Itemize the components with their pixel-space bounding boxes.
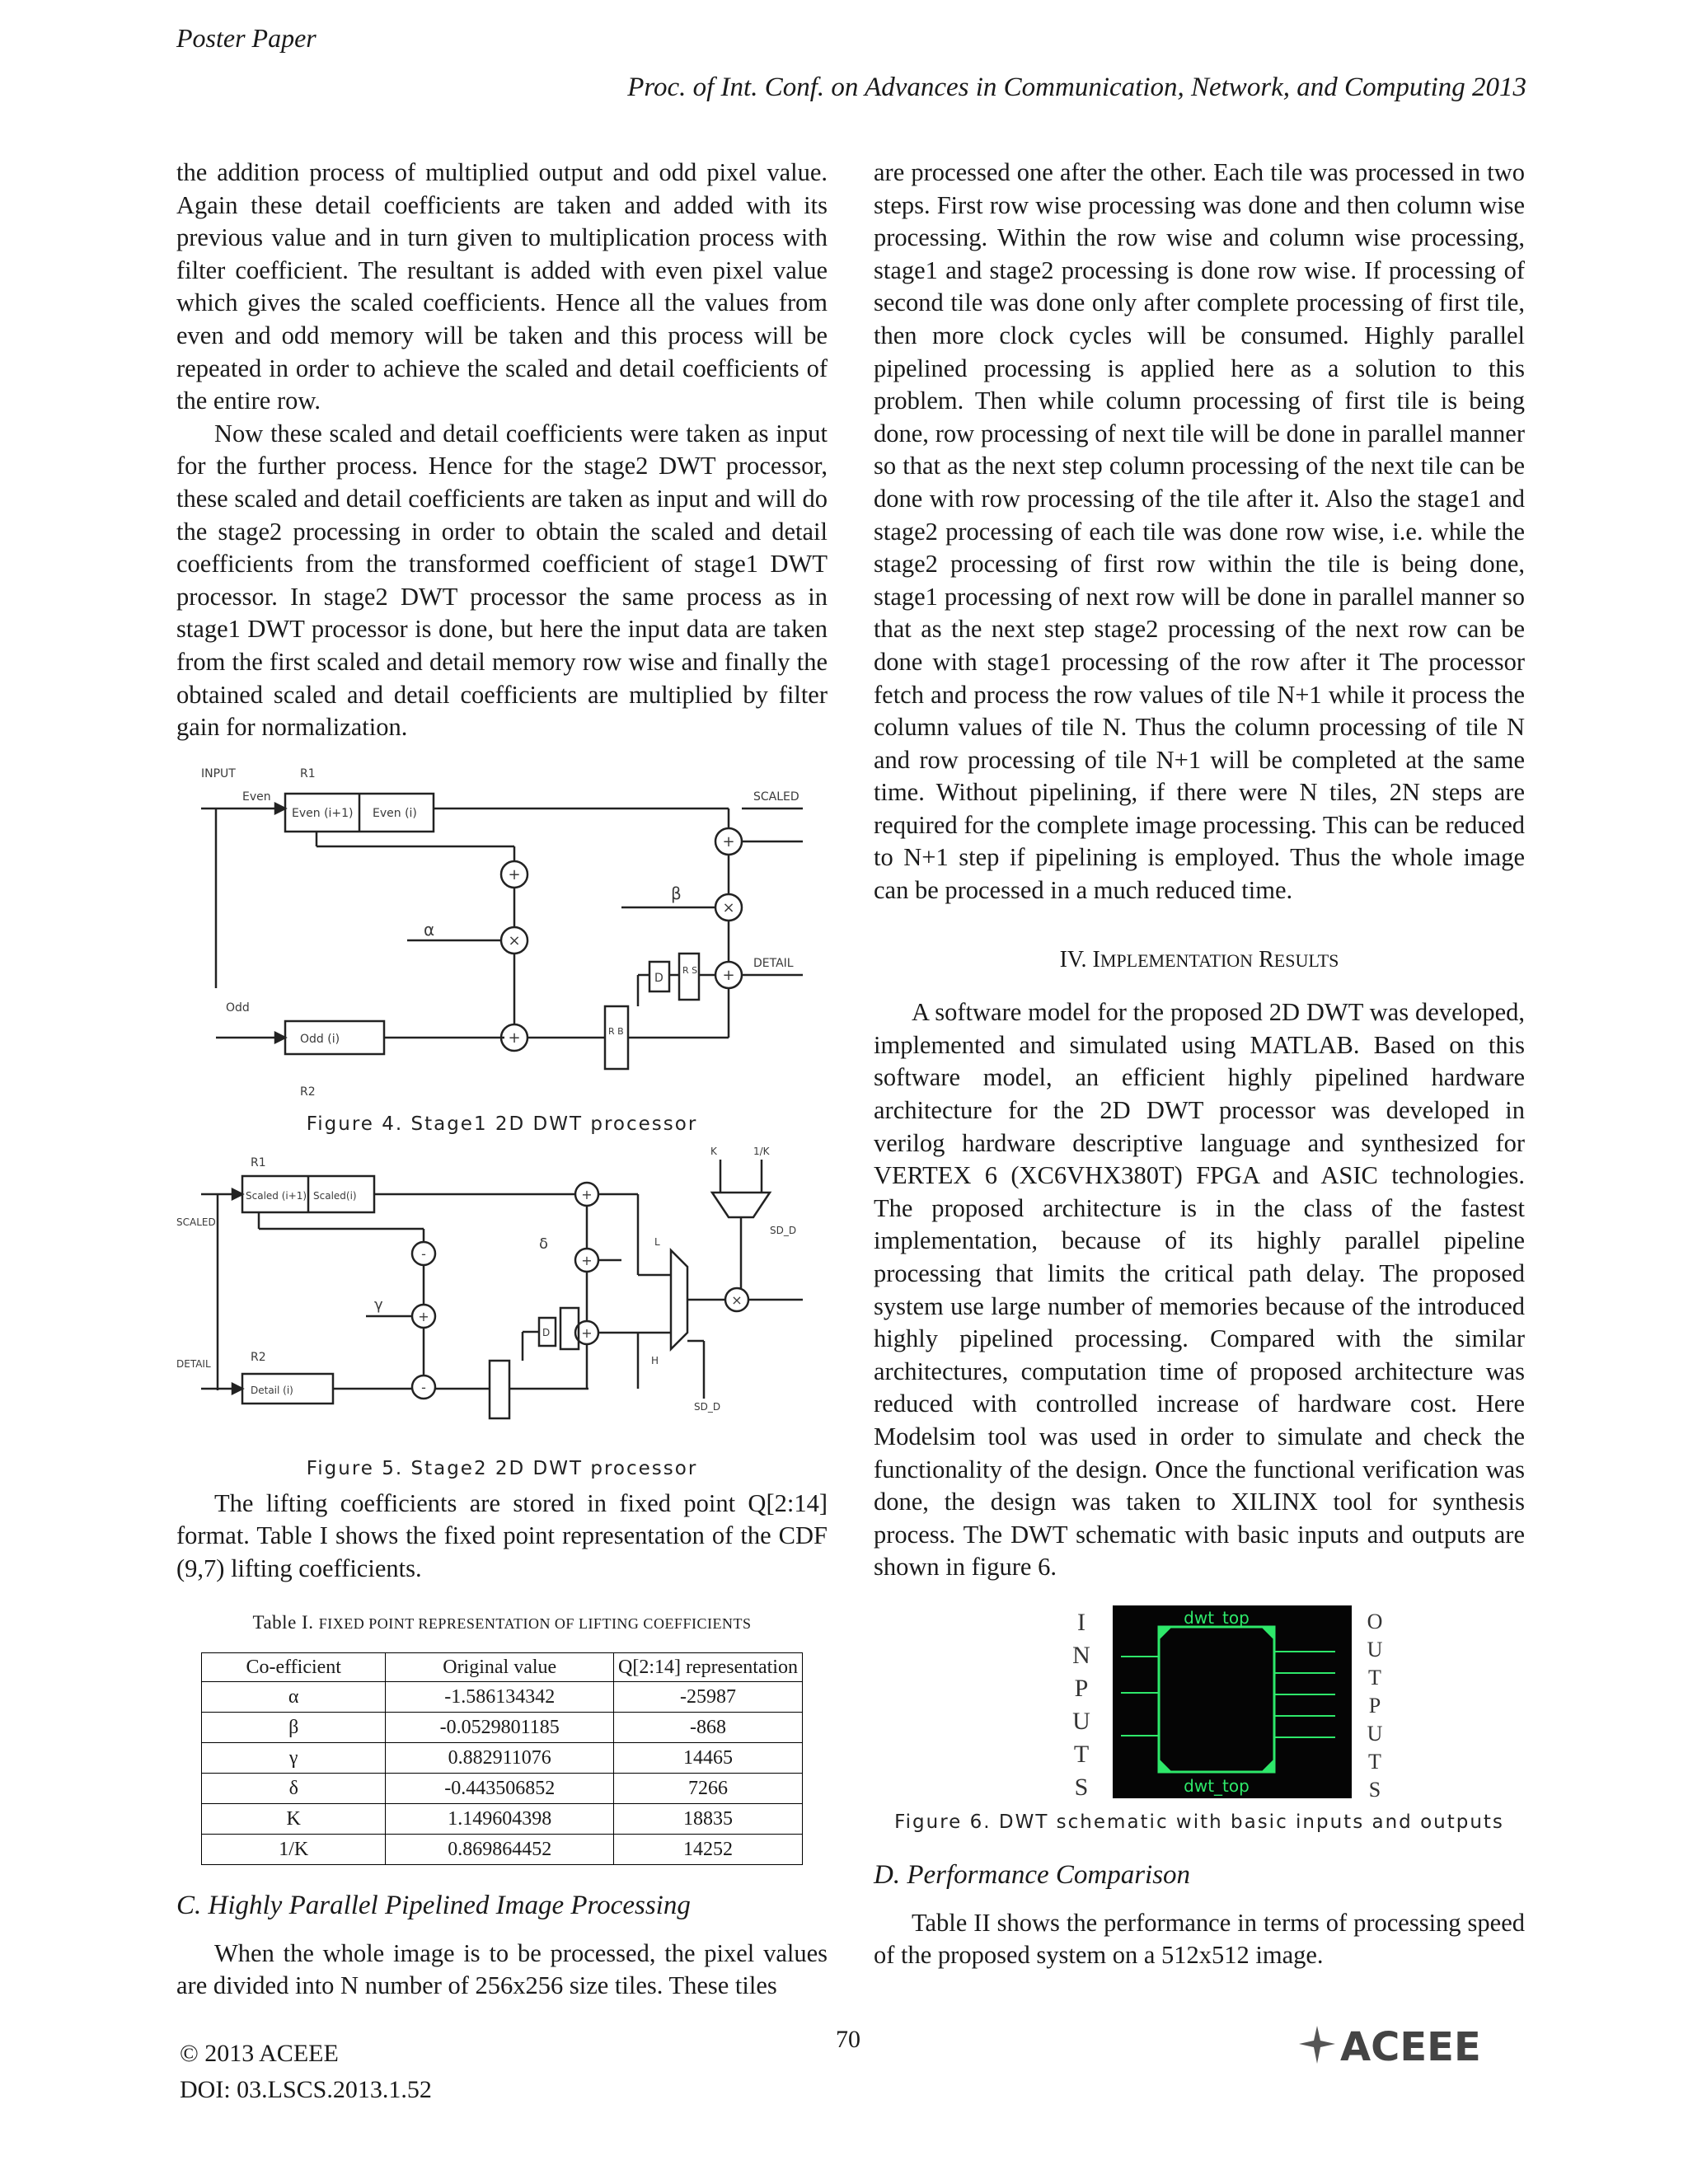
table-header: Co-efficient [202,1653,386,1682]
fig6-input-letter: T [1073,1740,1090,1768]
figure-4-caption: Figure 4. Stage1 2D DWT processor [306,1113,698,1135]
fig5-label-sd-h: SD_D [694,1400,721,1413]
fig5-label-l: L [654,1235,660,1248]
page-number: 70 [836,2026,860,2053]
fig6-output-letter: T [1368,1665,1381,1690]
figure-4-stage1-diagram [176,749,828,1112]
fig5-label-r1: R1 [251,1155,266,1169]
fig5-label-detail: DETAIL [176,1357,211,1370]
fig4-label-even-n1: Even (i+1) [292,806,354,820]
table-row: β -0.0529801185 -868 [202,1713,803,1743]
figure-6-dwt-schematic [874,1599,1525,1805]
paragraph: Now these scaled and detail coefficients were taken as input for the further process. Hence for the stage2 DWT processor, these scaled and detail coefficients are taken as input and will do the stage2 processing in order to obtain the scaled and detail coefficients from the transformed coefficient of stage1 DWT processor. In stage2 DWT processor the same process as in stage1 DWT processor is done, but here the input data are taken from the first scaled and detail memory row wise and finally the obtained scaled and detail coefficients are multiplied by filter gain for normalization. [176,419,828,742]
fig4-label-r2: R2 [300,1085,316,1099]
table-caption: Table I. FIXED POINT REPRESENTATION OF LIFTING COEFFICIENTS [252,1612,752,1633]
copyright: © 2013 ACEEE [180,2040,339,2067]
fig4-label-odd: Odd [226,1001,250,1015]
paragraph: Table II shows the performance in terms of processing speed of the proposed system on a 512x512 image. [874,1908,1525,1970]
fig6-input-letter: S [1074,1773,1089,1801]
paragraph: A software model for the proposed 2D DWT was developed, implemented and simulated using MATLAB. Based on this software model, an efficient highly pipelined hardware architecture for the 2D DWT processor was developed in verilog hardware descriptive language and synthesized for VERTEX 6 (XC6VHX380T) FPGA and ASIC technologies. The proposed architecture is in the class of the fastest implementation, because of its highly parallel pipeline processing that limits the critical path delay. The proposed system use large number of memories because of the introduced highly pipelined processing. Compared with the similar architectures, computation time of proposed architecture was reduced with controlled increase of hardware cost. Here Modelsim tool was used in order to simulate and check the functionality of the design. Once the functional verification was done, the design was taken to XILINX tool for synthesis process. The DWT schematic with basic inputs and outputs are shown in figure 6. [874,998,1525,1582]
footer-left [180,2036,432,2108]
fig4-label-beta: β [671,883,682,903]
fig6-output-letter: U [1367,1721,1383,1746]
fig5-label-scaled-i: Scaled(i) [313,1189,357,1202]
fig5-label-inv-k: 1/K [753,1145,770,1157]
paragraph: the addition process of multiplied output and odd pixel value. Again these detail coefficients are taken and added with its previous value and in turn given to multiplication process with filter coefficient. The resultant is added with even pixel value which gives the scaled coefficients. Hence all the values from even and odd memory will be taken and this process will be repeated in order to achieve the scaled and detail coefficients of the entire row. [176,158,828,415]
svg-text:+: + [722,966,735,984]
fig6-input-letter: I [1077,1608,1085,1636]
figure-5-caption: Figure 5. Stage2 2D DWT processor [306,1457,698,1479]
fig5-label-detail-i: Detail (i) [251,1384,293,1396]
fig6-input-letter: U [1072,1707,1090,1735]
fig4-label-alpha: α [424,919,435,940]
fig4-label-rb: R B [608,1025,624,1037]
fig6-output-letter: O [1367,1609,1383,1633]
running-header-left: Poster Paper [176,23,316,53]
fig4-label-r1: R1 [300,766,316,780]
svg-text:+: + [581,1324,593,1341]
table-header: Q[2:14] representation [614,1653,803,1682]
section-heading-iv: IV. IMPLEMENTATION RESULTS [1059,946,1339,972]
fig6-output-letter: T [1368,1749,1381,1774]
paragraph: The lifting coefficients are stored in fixed point Q[2:14] format. Table I shows the fixed point representation of the CDF (9,7) lifting coefficients. [176,1488,828,1582]
table-header: Original value [386,1653,614,1682]
fig5-label-scaled-n1: Scaled (i+1) [246,1189,307,1202]
table-row: δ -0.443506852 7266 [202,1774,803,1804]
running-header-right: Proc. of Int. Conf. on Advances in Communication, Network, and Computing 2013 [627,73,1526,102]
fig4-label-d: D [654,971,663,985]
fig4-label-even-i: Even (i) [373,806,417,820]
table-row: γ 0.882911076 14465 [202,1743,803,1774]
fig5-label-r2: R2 [251,1350,266,1364]
svg-text:+: + [722,832,735,851]
fig5-label-delta: δ [539,1235,549,1253]
section-heading-c: C. Highly Parallel Pipelined Image Processing [176,1891,691,1921]
fig5-label-gamma: γ [374,1296,383,1314]
table-row: K 1.149604398 18835 [202,1804,803,1835]
left-column [176,157,828,2003]
table-row: α -1.586134342 -25987 [202,1682,803,1713]
fig6-output-letter: U [1367,1637,1383,1661]
fig6-output-letter: S [1368,1777,1381,1802]
figure-5-stage2-diagram [176,1143,828,1456]
fig5-label-d: D [542,1326,551,1338]
fig6-input-letter: N [1072,1641,1090,1669]
aceee-star-icon [1299,2026,1335,2064]
paragraph: When the whole image is to be processed, the pixel values are divided into N number of 256x256 size tiles. These tiles [176,1938,828,2000]
svg-text:+: + [581,1186,593,1202]
svg-text:ACEEE: ACEEE [1340,2024,1481,2070]
fig4-label-scaled: SCALED [753,790,799,804]
table-header-row [202,1653,803,1682]
fig4-label-detail: DETAIL [753,956,794,970]
svg-text:+: + [418,1308,429,1324]
fig5-label-k: K [710,1145,717,1157]
fig4-label-rs: R S [682,964,698,976]
svg-text:+: + [508,865,521,883]
fig6-output-letter: P [1368,1693,1381,1718]
fig5-label-scaled: SCALED [176,1216,216,1228]
fig4-label-even: Even [242,790,271,804]
svg-text:×: × [722,898,735,916]
svg-text:×: × [731,1291,743,1308]
svg-text:+: + [581,1252,593,1268]
lifting-coefficients-table [201,1652,803,1865]
right-column [874,157,1525,1972]
paragraph: are processed one after the other. Each tile was processed in two steps. First row wise processing was done and then column wise processing. Within the row wise and column wise processing, stage1 and stage2 processing is done row wise. If processing of second tile was done only after complete processing of first tile, then more clock cycles will be consumed. Highly parallel pipelined processing is applied here as a solution to this problem. Then while column processing of first tile is being done, row processing of next tile will be done in parallel manner so that as the next step column processing of the next tile can be done with row processing of the tile after it. Also the stage1 and stage2 processing of each tile was done row wise, i.e. while the stage2 processing of first row within the tile is being done, stage1 processing of next row will be done in parallel manner so that as the next step stage2 processing of the next row can be done with stage1 processing of the row after it The processor fetch and process the row values of tile N+1 while it process the column values of tile N. Thus the column processing of tile N and row processing of tile N+1 will be completed at the same time. Without pipelining, if there were N tiles, 2N steps are required for the complete image processing. This can be reduced to N+1 step if pipelining is employed. Thus the whole image can be processed in a much reduced time. [874,158,1525,905]
svg-text:+: + [508,1029,521,1047]
fig5-label-h: H [651,1354,659,1366]
fig4-label-input: INPUT [201,766,236,780]
fig6-input-letter: P [1074,1674,1089,1702]
svg-text:-: - [421,1379,426,1395]
fig4-label-odd-i: Odd (i) [300,1032,340,1046]
svg-text:-: - [421,1245,426,1262]
figure-6-caption: Figure 6. DWT schematic with basic inputs and outputs [894,1811,1504,1833]
table-row: 1/K 0.869864452 14252 [202,1835,803,1865]
fig6-block-bottom: dwt_top [1184,1775,1250,1796]
fig5-label-sd-d: SD_D [770,1224,797,1236]
fig6-block-title: dwt_top [1184,1607,1250,1628]
svg-text:×: × [508,931,521,949]
aceee-logo [1294,2021,1533,2070]
doi: DOI: 03.LSCS.2013.1.52 [180,2076,432,2103]
section-heading-d: D. Performance Comparison [874,1859,1191,1890]
